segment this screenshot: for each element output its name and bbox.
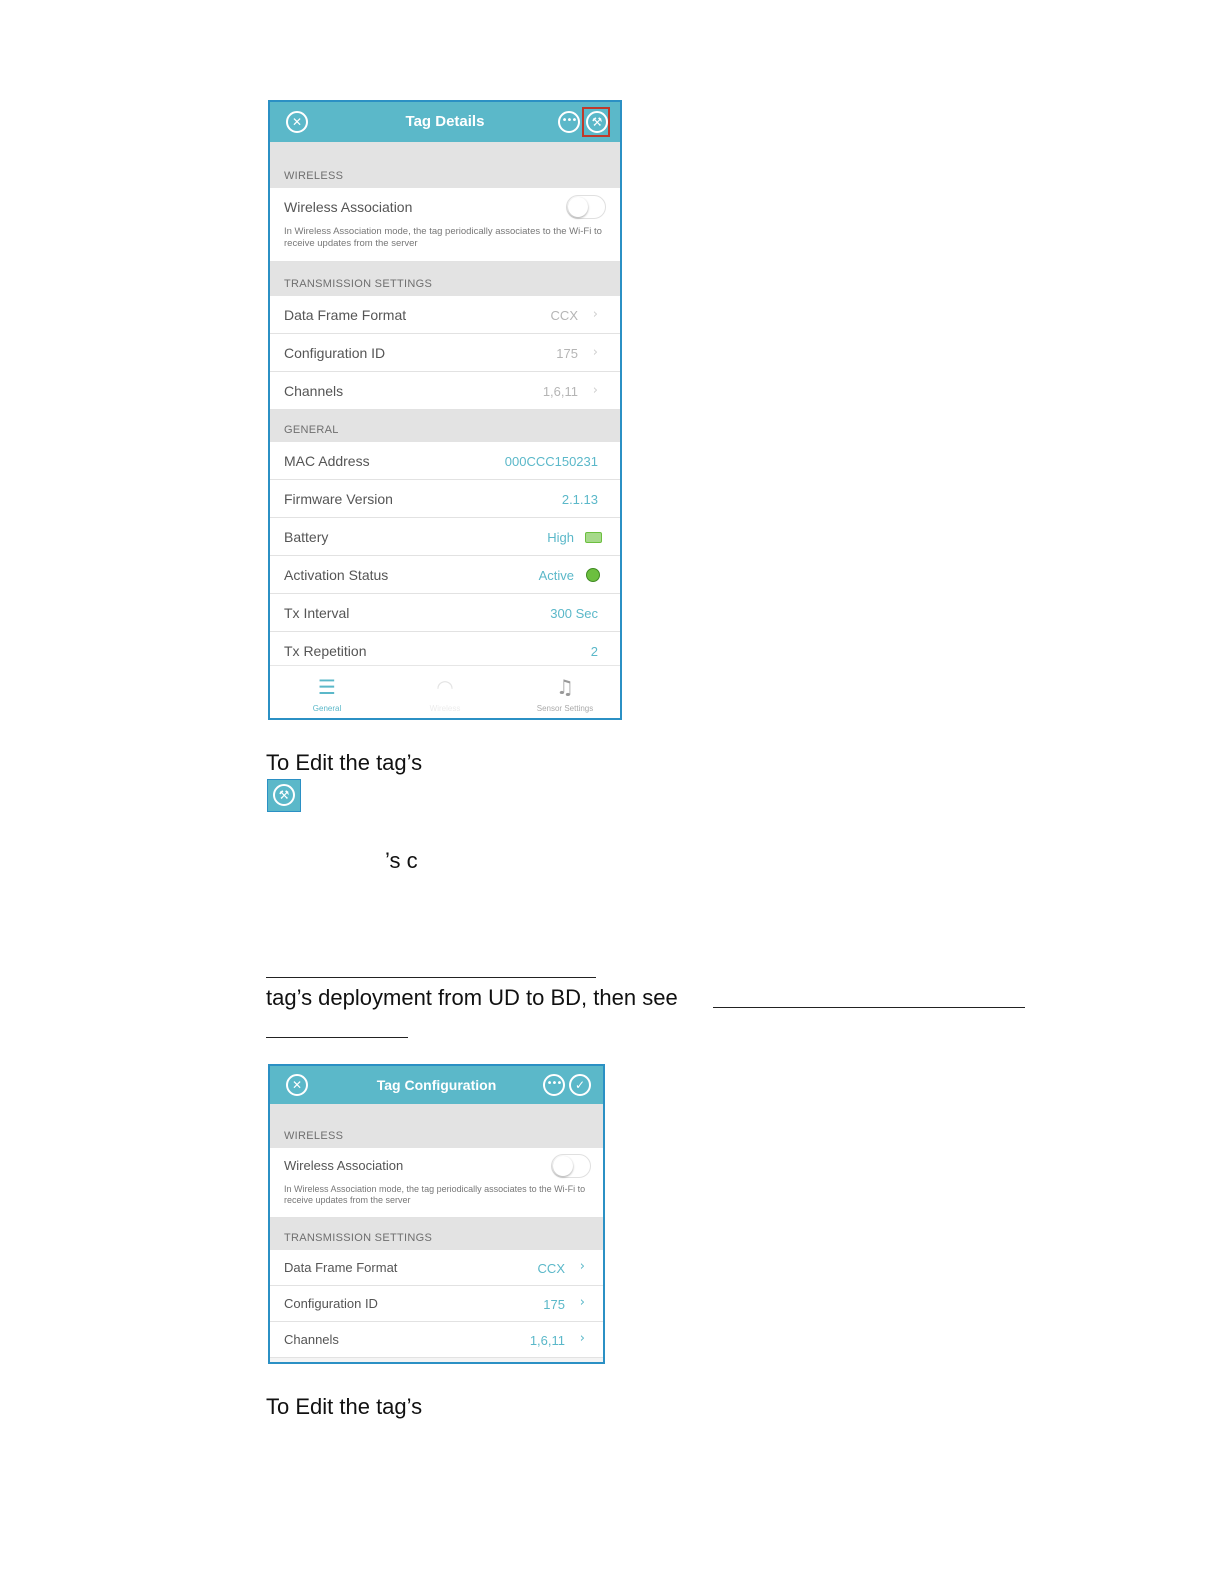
info-row xyxy=(270,556,620,594)
underline-link[interactable] xyxy=(266,977,596,978)
firmware-version-value: 2.1.13 xyxy=(561,492,598,507)
settings-row[interactable] xyxy=(270,1286,603,1322)
row-label: Battery xyxy=(284,529,329,545)
tag-details-header xyxy=(270,102,620,142)
paragraph-deployment: tag’s deployment from UD to BD, then see xyxy=(266,985,678,1010)
section-header-transmission: TRANSMISSION SETTINGS xyxy=(270,262,620,296)
bottom-tab-bar xyxy=(270,665,620,718)
underline-link[interactable] xyxy=(713,1007,1025,1008)
row-value: 1,6,11 xyxy=(542,384,578,399)
tag-configuration-screenshot xyxy=(268,1064,605,1364)
wireless-association-toggle[interactable] xyxy=(551,1154,591,1178)
more-icon[interactable]: ••• xyxy=(543,1074,565,1096)
wireless-association-description: In Wireless Association mode, the tag periodically associates to the Wi-Fi to receive updates from the server xyxy=(284,226,602,249)
status-active-dot-icon xyxy=(586,568,600,582)
info-row xyxy=(270,480,620,518)
wrench-screwdriver-icon[interactable]: ⚒ xyxy=(586,111,608,133)
mac-address-value: 000CCC150231 xyxy=(504,454,598,469)
battery-value: High xyxy=(547,530,574,545)
tab-wireless[interactable] xyxy=(390,666,500,718)
chevron-right-icon: › xyxy=(592,383,598,398)
row-value: CCX xyxy=(550,308,578,323)
row-value: 175 xyxy=(556,346,578,361)
row-label: Configuration ID xyxy=(284,345,386,361)
text-fragment: ’s c xyxy=(385,848,418,873)
paragraph-edit-tag: To Edit the tag’s xyxy=(266,750,423,775)
chevron-right-icon: › xyxy=(579,1259,585,1274)
row-label: Firmware Version xyxy=(284,491,393,507)
row-label: MAC Address xyxy=(284,453,370,469)
settings-row[interactable] xyxy=(270,334,620,372)
settings-row[interactable] xyxy=(270,1250,603,1286)
tx-interval-value: 300 Sec xyxy=(550,606,598,621)
settings-row[interactable] xyxy=(270,1322,603,1358)
tag-details-screenshot xyxy=(268,100,622,720)
wireless-association-label: Wireless Association xyxy=(284,199,413,215)
row-label: Tx Repetition xyxy=(284,643,367,659)
tab-label: Wireless xyxy=(429,704,461,713)
row-label: Channels xyxy=(284,383,344,399)
edit-tag-inline-icon xyxy=(267,779,301,812)
section-header-wireless: WIRELESS xyxy=(270,1104,603,1148)
wrench-screwdriver-icon: ⚒ xyxy=(273,784,295,806)
wireless-association-toggle[interactable] xyxy=(566,195,606,219)
wireless-association-label: Wireless Association xyxy=(284,1158,404,1173)
row-label: Data Frame Format xyxy=(284,307,407,323)
section-header-wireless: WIRELESS xyxy=(270,142,620,188)
chevron-right-icon: › xyxy=(579,1295,585,1310)
row-label: Configuration ID xyxy=(284,1296,378,1311)
tab-label: Sensor Settings xyxy=(536,704,594,713)
row-value: CCX xyxy=(537,1261,565,1276)
section-header-general: GENERAL xyxy=(270,410,620,442)
wireless-association-description: In Wireless Association mode, the tag periodically associates to the Wi-Fi to receive updates from the server xyxy=(284,1184,586,1205)
tab-sensor-settings[interactable] xyxy=(510,666,620,718)
tab-label: General xyxy=(312,704,342,713)
wifi-icon: ◠ xyxy=(436,675,454,699)
underline-link[interactable] xyxy=(266,1037,408,1038)
wireless-association-row xyxy=(270,188,620,262)
tag-configuration-header xyxy=(270,1066,603,1104)
row-label: Tx Interval xyxy=(284,605,350,621)
info-row xyxy=(270,594,620,632)
page-title: Tag Details xyxy=(405,113,485,130)
battery-icon xyxy=(585,532,602,543)
close-icon[interactable]: ✕ xyxy=(286,1074,308,1096)
bell-gear-icon: ♫ xyxy=(556,675,574,699)
page-title: Tag Configuration xyxy=(376,1077,497,1093)
settings-row[interactable] xyxy=(270,372,620,410)
tab-general[interactable] xyxy=(272,666,382,718)
settings-row[interactable] xyxy=(270,296,620,334)
activation-status-value: Active xyxy=(538,568,574,583)
row-value: 175 xyxy=(543,1297,565,1312)
row-value: 1,6,11 xyxy=(529,1333,565,1348)
sliders-icon: ☰ xyxy=(318,675,336,699)
info-row xyxy=(270,518,620,556)
tx-repetition-value: 2 xyxy=(590,644,598,659)
row-label: Activation Status xyxy=(284,567,389,583)
chevron-right-icon: › xyxy=(579,1331,585,1346)
close-icon[interactable]: ✕ xyxy=(286,111,308,133)
checkmark-icon[interactable]: ✓ xyxy=(569,1074,591,1096)
wireless-association-row xyxy=(270,1148,603,1218)
row-label: Data Frame Format xyxy=(284,1260,398,1275)
info-row xyxy=(270,442,620,480)
section-header-transmission: TRANSMISSION SETTINGS xyxy=(270,1218,603,1250)
chevron-right-icon: › xyxy=(592,345,598,360)
more-icon[interactable]: ••• xyxy=(558,111,580,133)
paragraph-edit-tag-2: To Edit the tag’s xyxy=(266,1394,423,1419)
chevron-right-icon: › xyxy=(592,307,598,322)
row-label: Channels xyxy=(284,1332,339,1347)
